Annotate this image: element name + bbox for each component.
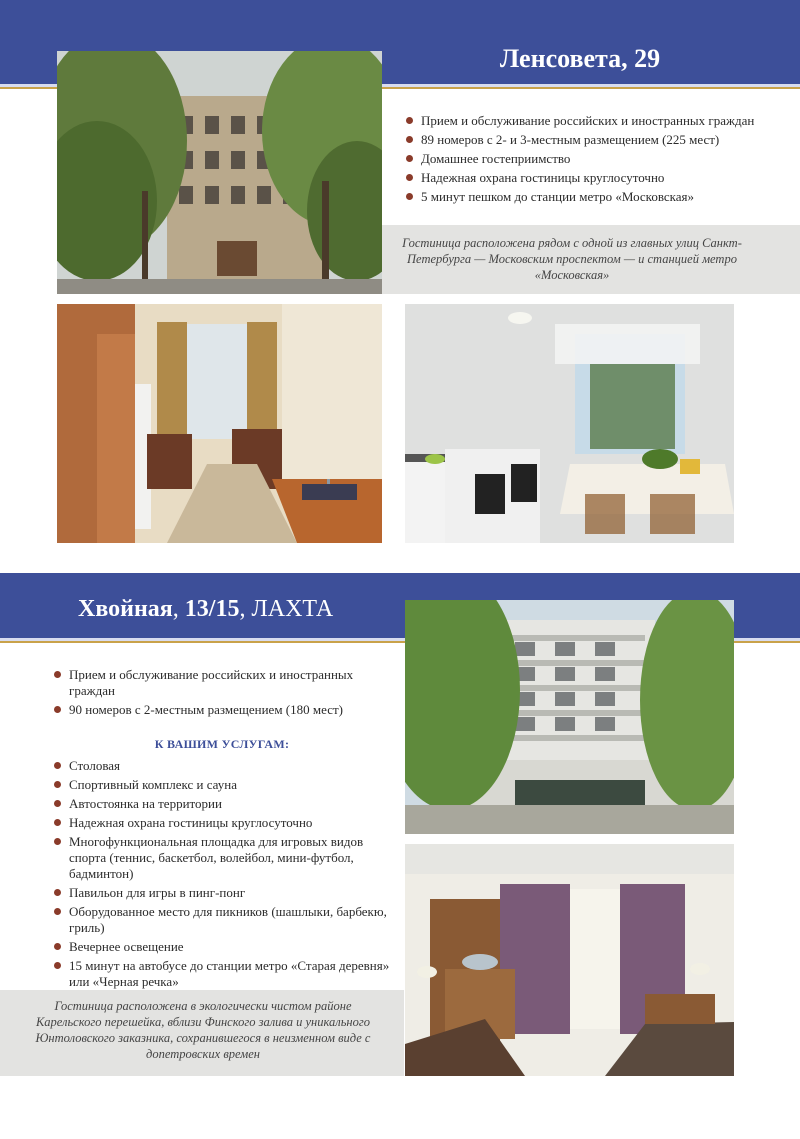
services-heading: К ВАШИМ УСЛУГАМ: [154,737,290,751]
services-list [52,758,392,993]
building-lensoveta-photo [57,51,382,294]
building-khvoynaya-photo [405,600,734,834]
list-item: Прием и обслуживание российских и иностранных граждан [52,667,392,699]
list-item: Надежная охрана гостиницы круглосуточно [52,815,392,831]
list-item: Домашнее гостеприимство [404,151,784,167]
room-khvoynaya-photo [405,844,734,1076]
list-item: Спортивный комплекс и сауна [52,777,392,793]
list-item: Надежная охрана гостиницы круглосуточно [404,170,784,186]
list-item: Столовая [52,758,392,774]
list-item: 15 минут на автобусе до станции метро «Старая деревня» или «Черная речка» [52,958,392,990]
features-list-khvoynaya [52,667,392,721]
title-district: , ЛАХТА [239,596,334,622]
list-item: Прием и обслуживание российских и иностранных граждан [404,113,784,129]
list-item: Оборудованное место для пикников (шашлыки, барбекю, гриль) [52,904,392,936]
features-list-lensoveta [404,113,784,208]
bedroom-lensoveta-photo [57,304,382,543]
list-item: Многофункциональная площадка для игровых видов спорта (теннис, баскетбол, волейбол, мини-футбол, бадминтон) [52,834,392,882]
title-street: Хвойная [78,596,173,622]
title-number: 13/15 [184,596,240,622]
hotel-title-lensoveta: Ленсовета, 29 [499,44,661,73]
list-item: 89 номеров с 2- и 3-местным размещением (225 мест) [404,132,784,148]
list-item: Павильон для игры в пинг-понг [52,885,392,901]
location-note-lensoveta: Гостиница расположена рядом с одной из главных улиц Санкт-Петербурга — Московским проспектом — и станцией метро «Московская» [402,236,742,282]
kitchen-lensoveta-photo [405,304,734,543]
list-item: Автостоянка на территории [52,796,392,812]
list-item: 90 номеров с 2-местным размещением (180 мест) [52,702,392,718]
hotel-title-khvoynaya: Хвойная, 13/15, ЛАХТА [78,596,334,622]
location-note-khvoynaya: Гостиница расположена в экологически чистом районе Карельского перешейка, вблизи Финского залива и уникального Юнтоловского заказника, сохранившегося в неизменном виде с допетровских времен [35,999,371,1061]
list-item: 5 минут пешком до станции метро «Московская» [404,189,784,205]
list-item: Вечернее освещение [52,939,392,955]
